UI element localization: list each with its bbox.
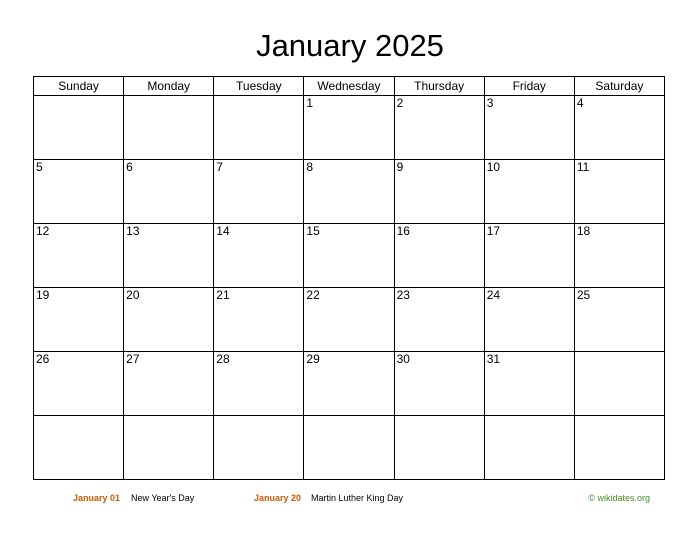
day-cell — [484, 224, 574, 288]
day-cell — [214, 96, 304, 160]
day-cell — [394, 224, 484, 288]
day-cell — [124, 352, 214, 416]
day-cell — [34, 160, 124, 224]
day-cell — [304, 160, 394, 224]
day-number: 11 — [576, 160, 590, 174]
day-cell — [214, 224, 304, 288]
day-number: 4 — [576, 96, 584, 110]
day-number: 15 — [306, 224, 320, 238]
day-cell — [214, 416, 304, 480]
day-number: 29 — [306, 352, 320, 366]
day-number: 25 — [576, 288, 591, 302]
day-cell — [574, 160, 664, 224]
day-cell — [34, 96, 124, 160]
day-number — [395, 416, 484, 417]
day-number — [485, 416, 574, 417]
day-cell — [484, 96, 574, 160]
day-number: 1 — [306, 96, 314, 110]
week-row — [34, 160, 665, 224]
day-number: 22 — [306, 288, 320, 302]
day-cell — [304, 288, 394, 352]
site-credit: © wikidates.org — [588, 493, 650, 503]
day-cell — [394, 96, 484, 160]
day-cell — [574, 224, 664, 288]
day-number: 6 — [126, 160, 133, 174]
day-number — [124, 96, 213, 97]
day-cell — [394, 288, 484, 352]
week-row — [34, 224, 665, 288]
day-number: 7 — [216, 160, 223, 174]
day-cell — [34, 352, 124, 416]
day-cell — [304, 224, 394, 288]
calendar-grid — [33, 76, 665, 480]
day-number: 13 — [126, 224, 140, 238]
day-cell — [484, 352, 574, 416]
day-number — [214, 416, 303, 417]
week-row — [34, 352, 665, 416]
day-number: 18 — [576, 224, 591, 238]
weekday-header: Thursday — [394, 77, 484, 96]
day-cell — [124, 224, 214, 288]
weekday-header: Friday — [484, 77, 574, 96]
weekday-header: Wednesday — [304, 77, 394, 96]
day-number: 12 — [36, 224, 50, 238]
weekday-header-row — [34, 77, 665, 96]
day-cell — [394, 416, 484, 480]
day-number: 14 — [216, 224, 230, 238]
day-cell — [124, 416, 214, 480]
day-number: 2 — [396, 96, 404, 110]
day-cell — [214, 160, 304, 224]
day-number: 30 — [396, 352, 410, 366]
week-row — [34, 288, 665, 352]
day-cell — [484, 416, 574, 480]
weekday-header: Tuesday — [214, 77, 304, 96]
day-number: 31 — [486, 352, 501, 366]
day-number — [214, 96, 303, 97]
day-number: 16 — [396, 224, 410, 238]
day-cell — [484, 288, 574, 352]
day-number: 28 — [216, 352, 230, 366]
day-number: 21 — [216, 288, 230, 302]
day-cell — [304, 96, 394, 160]
day-cell — [124, 288, 214, 352]
calendar-title: January 2025 — [256, 28, 444, 63]
holiday-name: New Year's Day — [131, 493, 195, 503]
day-number: 3 — [486, 96, 494, 110]
day-cell — [34, 288, 124, 352]
day-number: 19 — [36, 288, 50, 302]
day-cell — [574, 352, 664, 416]
day-cell — [34, 416, 124, 480]
day-number — [34, 96, 123, 97]
weekday-header: Sunday — [34, 77, 124, 96]
day-number: 27 — [126, 352, 140, 366]
day-number — [34, 416, 123, 417]
day-cell — [574, 288, 664, 352]
holiday-date: January 20 — [254, 493, 302, 503]
day-cell — [574, 96, 664, 160]
holiday-date: January 01 — [73, 493, 121, 503]
day-cell — [574, 416, 664, 480]
day-cell — [34, 224, 124, 288]
holiday-footer — [0, 493, 700, 507]
day-cell — [484, 160, 574, 224]
day-number — [575, 416, 664, 417]
day-cell — [394, 352, 484, 416]
week-row — [34, 416, 665, 480]
day-number: 9 — [396, 160, 404, 174]
day-cell — [214, 288, 304, 352]
day-cell — [124, 160, 214, 224]
holiday-name: Martin Luther King Day — [311, 493, 404, 503]
day-cell — [124, 96, 214, 160]
day-number — [124, 416, 213, 417]
day-number: 24 — [486, 288, 501, 302]
day-number: 17 — [486, 224, 501, 238]
day-cell — [304, 352, 394, 416]
day-number: 20 — [126, 288, 140, 302]
day-number — [575, 352, 664, 353]
day-number: 26 — [36, 352, 50, 366]
day-cell — [394, 160, 484, 224]
weekday-header: Monday — [124, 77, 214, 96]
day-number: 5 — [36, 160, 43, 174]
day-cell — [214, 352, 304, 416]
day-number — [304, 416, 393, 417]
weekday-header: Saturday — [574, 77, 664, 96]
day-number: 8 — [306, 160, 314, 174]
day-number: 10 — [486, 160, 501, 174]
week-row — [34, 96, 665, 160]
day-number: 23 — [396, 288, 410, 302]
day-cell — [304, 416, 394, 480]
